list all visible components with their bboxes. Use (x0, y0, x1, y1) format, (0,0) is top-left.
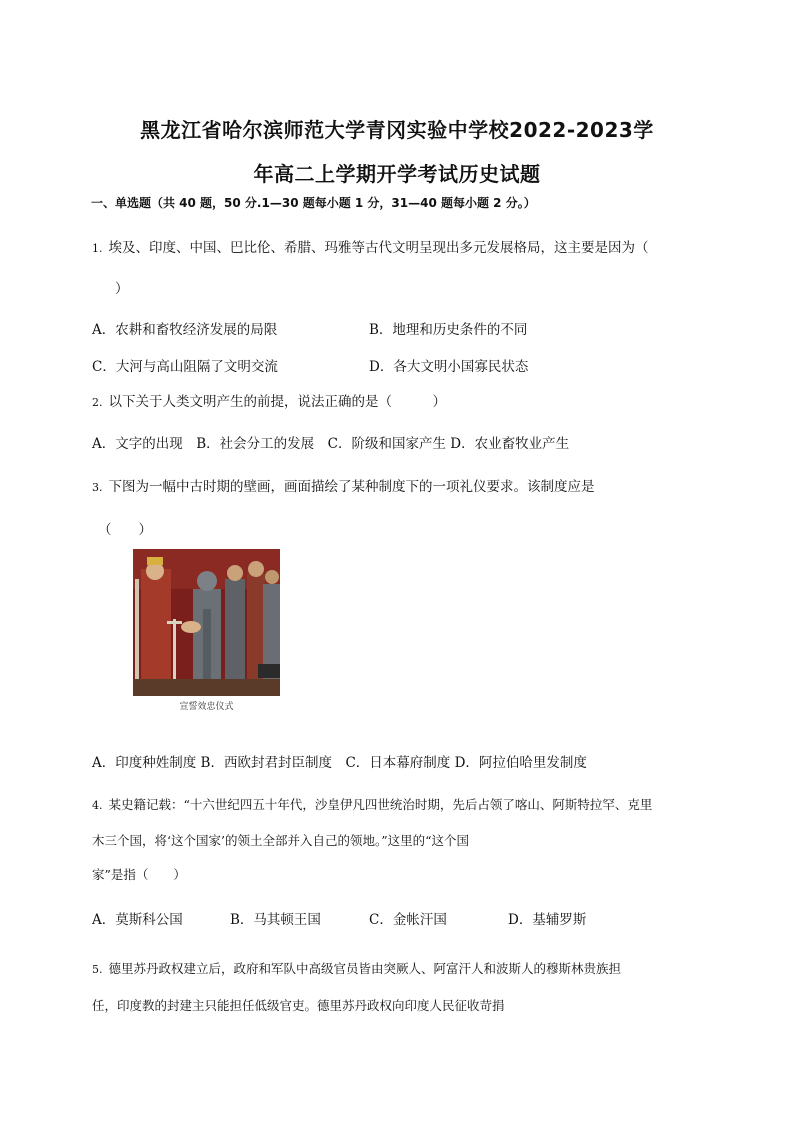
question-4-option-d: D．基辅罗斯 (508, 912, 587, 928)
question-1-option-d: D．各大文明小国寡民状态 (369, 359, 529, 375)
question-1-option-a: A．农耕和畜牧经济发展的局限 (92, 322, 278, 338)
question-number: 5. (92, 963, 103, 976)
question-1-option-c: C．大河与高山阻隔了文明交流 (92, 359, 278, 375)
exam-title-line-2: 年高二上学期开学考试历史试题 (253, 162, 541, 186)
question-3-stem-continued: （ ） (98, 522, 152, 538)
question-1-stem-continued: ） (115, 281, 129, 297)
exam-title-line-1: 黑龙江省哈尔滨师范大学青冈实验中学校2022-2023学 (140, 118, 654, 142)
question-number: 2. (92, 396, 103, 409)
question-3-stem: 3. 下图为一幅中古时期的壁画，画面描绘了某种制度下的一项礼仪要求。该制度应是 (92, 479, 595, 495)
section-heading: 一、单选题（共 40 题，50 分.1—30 题每小题 1 分，31—40 题每小题 2 分。） (91, 196, 536, 210)
question-4-option-c: C．金帐汗国 (369, 912, 447, 928)
figure-caption: 宣誓效忠仪式 (179, 702, 234, 712)
question-5-stem-continued: 任，印度教的封建主只能担任低级官吏。德里苏丹政权向印度人民征收苛捐 (92, 998, 505, 1013)
question-4-option-a: A．莫斯科公国 (92, 912, 183, 928)
question-number: 3. (92, 481, 103, 494)
question-2-options: A．文字的出现 B．社会分工的发展 C．阶级和国家产生 D．农业畜牧业产生 (92, 436, 570, 452)
question-number: 4. (92, 799, 103, 812)
question-2-stem: 2. 以下关于人类文明产生的前提，说法正确的是（ ） (92, 394, 446, 410)
question-4-option-b: B．马其顿王国 (230, 912, 321, 928)
question-1-option-b: B．地理和历史条件的不同 (369, 322, 528, 338)
question-4-stem-continued-2: 家”是指（ ） (92, 867, 186, 882)
mural-illustration (133, 549, 280, 696)
question-3-options: A．印度种姓制度 B．西欧封君封臣制度 C．日本幕府制度 D．阿拉伯哈里发制度 (92, 755, 587, 771)
question-4-stem-continued: 木三个国，将‘这个国家’的领土全部并入自己的领地。”这里的“这个国 (92, 833, 469, 848)
question-number: 1. (92, 242, 103, 255)
question-5-stem: 5. 德里苏丹政权建立后，政府和军队中高级官员皆由突厥人、阿富汗人和波斯人的穆斯林贵族担 (92, 961, 622, 976)
question-4-stem: 4. 某史籍记载：“十六世纪四五十年代，沙皇伊凡四世统治时期，先后占领了喀山、阿斯特拉罕、克里 (92, 797, 653, 812)
question-1-stem: 1. 埃及、印度、中国、巴比伦、希腊、玛雅等古代文明呈现出多元发展格局，这主要是因为（ (92, 240, 649, 256)
fealty-ceremony-image (133, 549, 280, 696)
